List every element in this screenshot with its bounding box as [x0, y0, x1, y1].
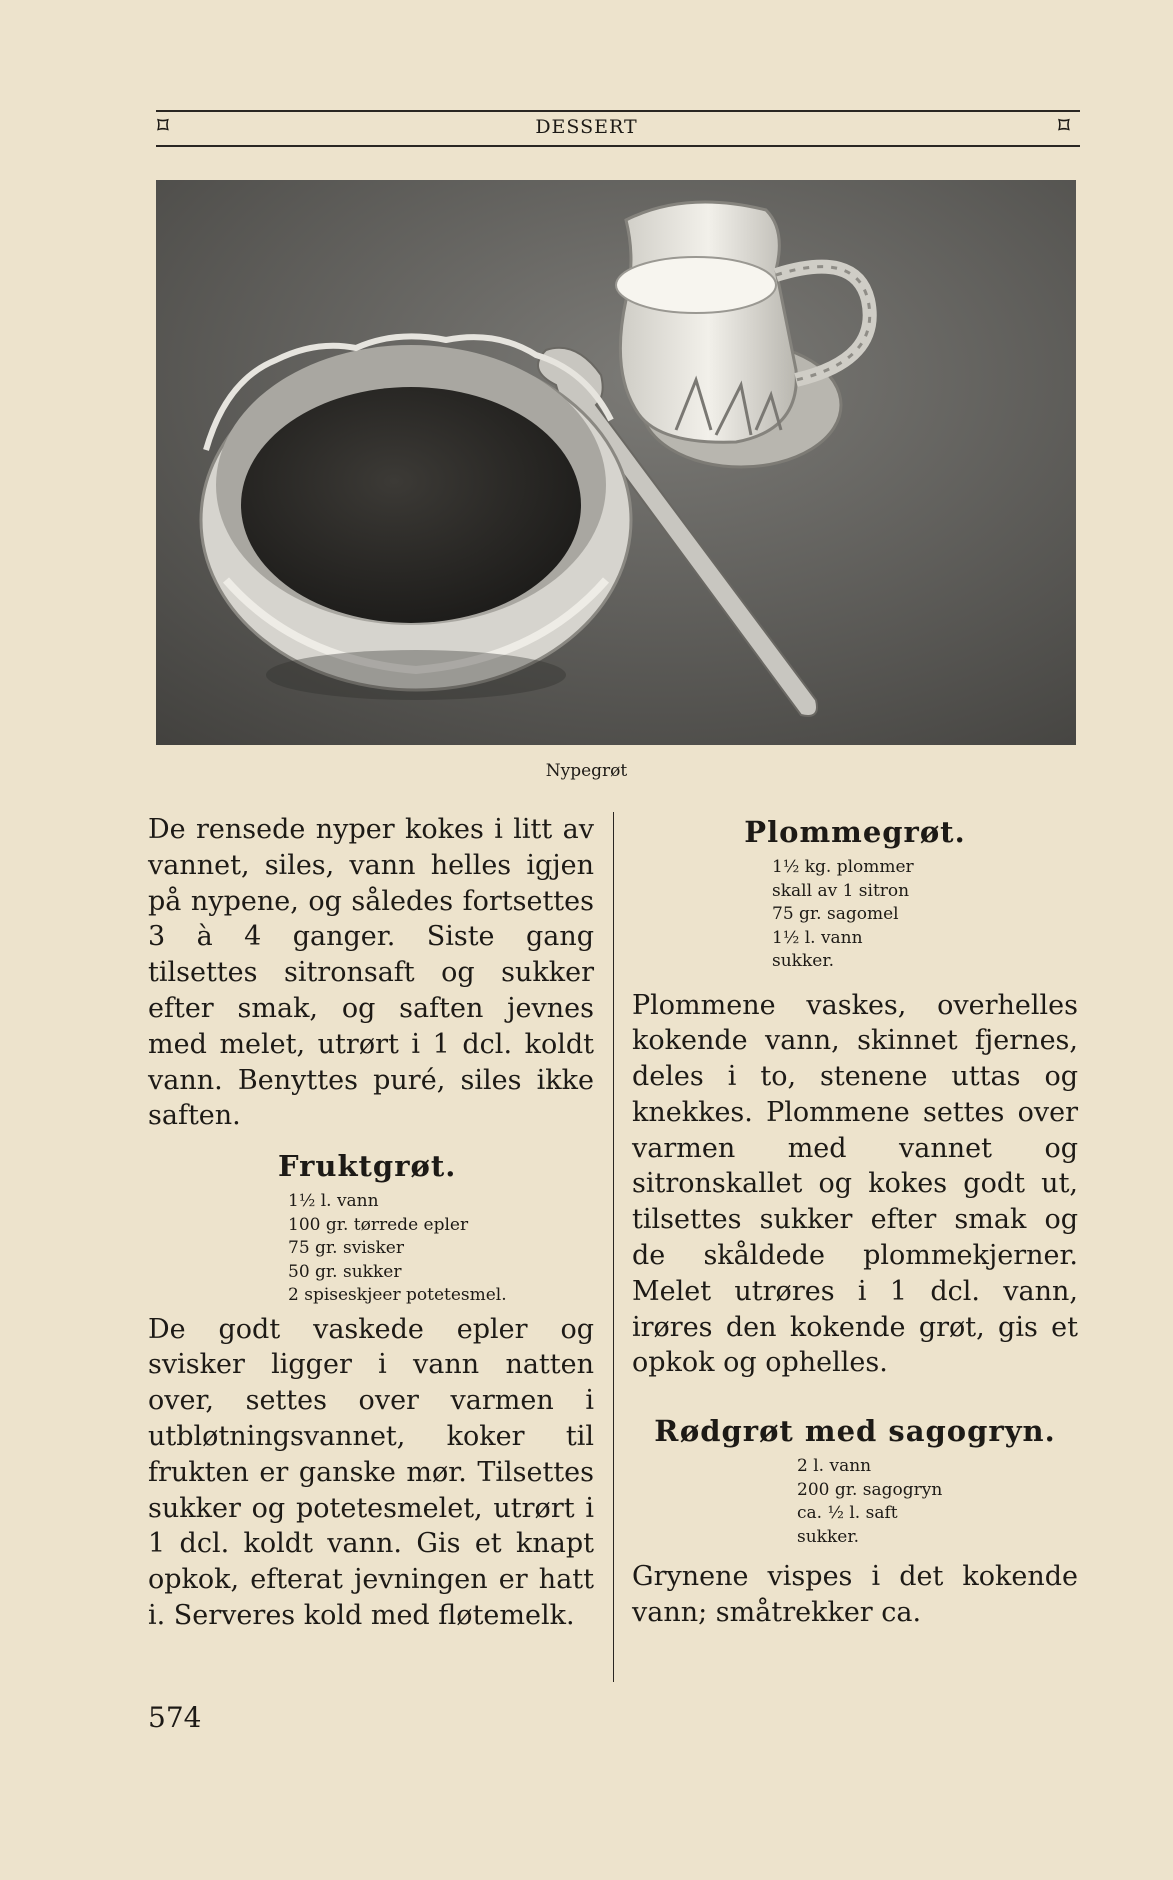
- ingredient-item: sukker.: [797, 1526, 859, 1547]
- ingredient-item: 75 gr. svisker: [288, 1238, 404, 1259]
- fruktgrot-ingredients: [148, 1190, 594, 1308]
- left-column: [148, 812, 594, 1634]
- column-divider: [613, 812, 614, 1682]
- ingredient-item: 200 gr. sagogryn: [797, 1479, 943, 1500]
- ingredient-item: 75 gr. sagomel: [772, 904, 899, 924]
- right-column: [632, 812, 1078, 1631]
- ingredient-item: 1½ l. vann: [288, 1191, 379, 1212]
- ingredient-item: 1½ kg. plommer: [772, 857, 914, 877]
- ingredient-item: 50 gr. sukker: [288, 1261, 402, 1282]
- nypegrot-method: De rensede nyper kokes i litt av vannet, siles, vann helles igjen på nypene, og således fortsettes 3 à 4 ganger. Siste gang tilsettes sitronsaft og sukker efter smak, og saften jevnes med melet, utrørt i 1 dcl. koldt vann. Benyttes puré, siles ikke saften.: [148, 814, 594, 1132]
- plommegrot-method: Plommene vaskes, overhelles kokende vann, skinnet fjernes, deles i to, stenene uttas og knekkes. Plommene settes over varmen med vannet og sitronskallet og kokes godt ut, tilsettes sukker efter smak og de skåldede plommekjerner. Melet utrøres i 1 dcl. vann, irøres den kokende grøt, gis et opkok og ophelles.: [632, 989, 1078, 1379]
- running-title: DESSERT: [535, 116, 638, 138]
- ingredient-item: skall av 1 sitron: [772, 880, 910, 901]
- plommegrot-ingredients: [632, 856, 1078, 974]
- ingredient-item: 2 spiseskjeer potetesmel.: [288, 1285, 507, 1306]
- bowl-jug-spoon-photo: [156, 180, 1076, 745]
- ingredient-item: 2 l. vann: [797, 1456, 872, 1477]
- page-number: 574: [148, 1701, 202, 1734]
- ingredient-item: sukker.: [772, 951, 834, 971]
- ingredient-item: 100 gr. tørrede epler: [288, 1214, 469, 1235]
- fruktgrot-heading: Fruktgrøt.: [278, 1149, 457, 1184]
- plommegrot-heading: Plommegrøt.: [744, 815, 966, 849]
- rodgrot-ingredients: [632, 1455, 1078, 1549]
- ornament-mark-left: ⌑: [157, 113, 169, 139]
- fruktgrot-method: De godt vaskede epler og svisker ligger i vann natten over, settes over varmen i utbløtningsvannet, koker til frukten er ganske mør. Tilsettes sukker og potetesmelet, utrørt i 1 dcl. koldt vann. Gis et knapt opkok, efterat jevningen er hatt i. Serveres kold med fløtemelk.: [148, 1313, 594, 1632]
- ornament-mark-right: ⌑: [1058, 113, 1070, 139]
- header-rule-top: [156, 110, 1080, 112]
- header-rule-bottom: [156, 145, 1080, 147]
- rodgrot-heading: Rødgrøt med sagogryn.: [654, 1414, 1056, 1449]
- photo-illustration: [156, 180, 1076, 745]
- ingredient-item: 1½ l. vann: [772, 927, 863, 948]
- ingredient-item: ca. ½ l. saft: [797, 1503, 898, 1524]
- photo-caption: Nypegrøt: [545, 761, 628, 781]
- rodgrot-method: Grynene vispes i det kokende vann; småtrekker ca.: [632, 1561, 1078, 1629]
